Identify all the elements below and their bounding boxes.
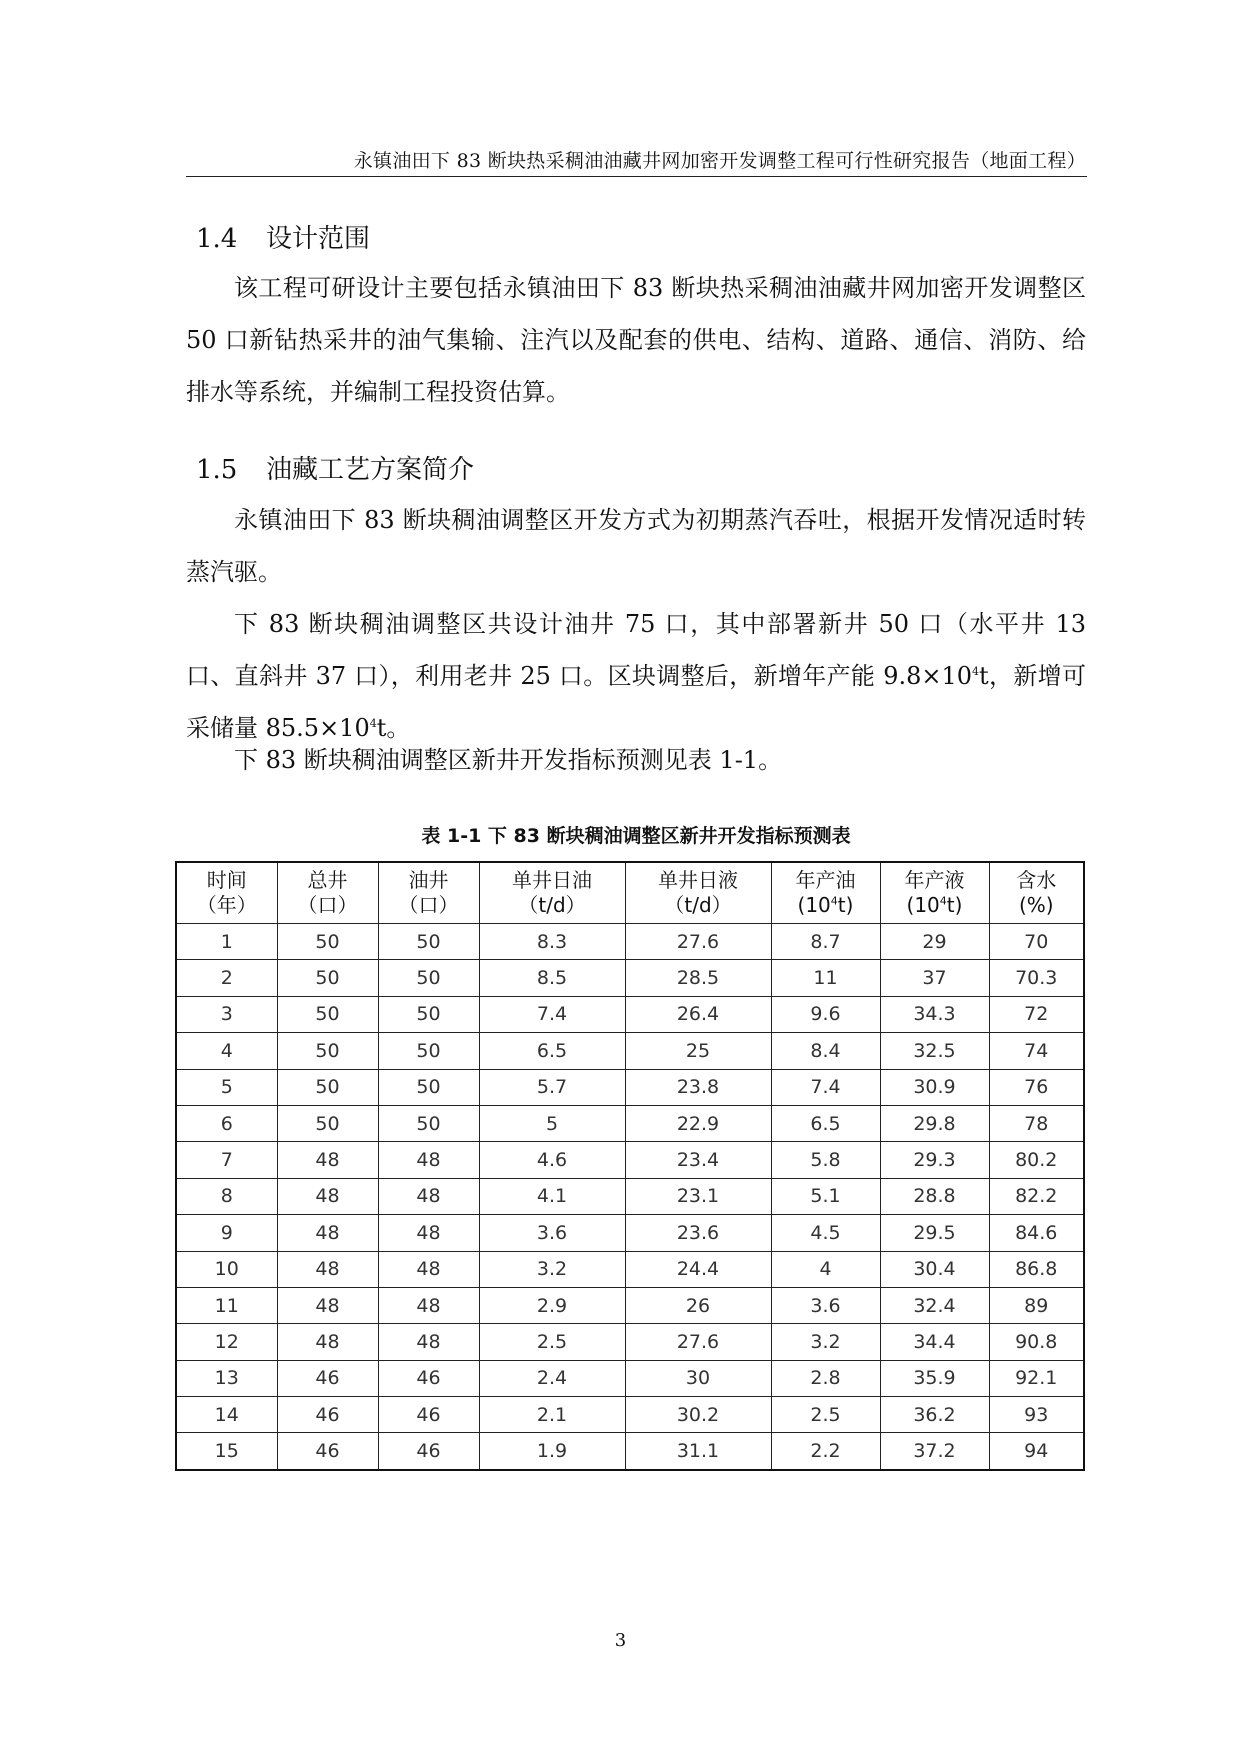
column-header-total-wells — [277, 862, 378, 924]
column-header-daily-oil-per-well — [479, 862, 625, 924]
unit-text: t) — [946, 893, 963, 917]
table-cell: 34.4 — [880, 1324, 989, 1360]
table-cell: 2.5 — [479, 1324, 625, 1360]
table-cell: 74 — [989, 1033, 1084, 1069]
table-row — [176, 1105, 1084, 1141]
table-cell: 7.4 — [479, 996, 625, 1032]
table-cell: 9 — [176, 1215, 277, 1251]
table-cell: 50 — [277, 960, 378, 996]
table-cell: 1.9 — [479, 1433, 625, 1470]
table-cell: 4.6 — [479, 1142, 625, 1178]
table-cell: 15 — [176, 1433, 277, 1470]
table-cell: 2.2 — [771, 1433, 880, 1470]
table-cell: 2.5 — [771, 1397, 880, 1433]
table-row — [176, 1069, 1084, 1105]
running-header: 永镇油田下 83 断块热采稠油油藏井网加密开发调整工程可行性研究报告（地面工程） — [353, 150, 1086, 172]
table-cell: 12 — [176, 1324, 277, 1360]
header-line: 单井日液 — [658, 868, 738, 892]
table-cell: 86.8 — [989, 1251, 1084, 1287]
table-cell: 1 — [176, 924, 277, 960]
text-run: t。 — [376, 714, 411, 742]
header-unit: （口） — [398, 893, 459, 917]
table-cell: 48 — [378, 1178, 479, 1214]
table-cell: 8.4 — [771, 1033, 880, 1069]
table-cell: 8.3 — [479, 924, 625, 960]
table-cell: 32.5 — [880, 1033, 989, 1069]
table-cell: 4 — [176, 1033, 277, 1069]
table-cell: 48 — [378, 1142, 479, 1178]
table-cell: 23.1 — [625, 1178, 771, 1214]
table-reference-paragraph: 下 83 断块稠油调整区新井开发指标预测见表 1-1。 — [234, 746, 783, 774]
table-cell: 80.2 — [989, 1142, 1084, 1178]
table-cell: 30.4 — [880, 1251, 989, 1287]
table-cell: 89 — [989, 1287, 1084, 1323]
table-cell: 48 — [277, 1251, 378, 1287]
table-cell: 76 — [989, 1069, 1084, 1105]
header-line: 油井 — [408, 868, 449, 892]
table-cell: 13 — [176, 1360, 277, 1396]
table-cell: 34.3 — [880, 996, 989, 1032]
header-line: 年产油 — [795, 868, 856, 892]
page-number: 3 — [614, 1630, 627, 1651]
table-cell: 4 — [771, 1251, 880, 1287]
table-cell: 50 — [277, 924, 378, 960]
superscript: 4 — [369, 717, 377, 730]
table-row — [176, 1142, 1084, 1178]
section-heading-1-5 — [196, 449, 474, 486]
table-cell: 8.5 — [479, 960, 625, 996]
table-cell: 37.2 — [880, 1433, 989, 1470]
header-line: 含水 — [1016, 868, 1057, 892]
section-heading-1-4 — [196, 218, 370, 255]
table-caption: 表 1-1 下 83 断块稠油调整区新井开发指标预测表 — [421, 825, 851, 847]
table-cell: 28.5 — [625, 960, 771, 996]
unit-text: t) — [837, 893, 854, 917]
table-row — [176, 1033, 1084, 1069]
table-cell: 3.6 — [479, 1215, 625, 1251]
table-cell: 2 — [176, 960, 277, 996]
table-cell: 46 — [378, 1433, 479, 1470]
table-cell: 2.9 — [479, 1287, 625, 1323]
table-cell: 10 — [176, 1251, 277, 1287]
text-run: t，新增可采储量 85.5×10 — [186, 662, 1086, 742]
table-cell: 48 — [277, 1287, 378, 1323]
table-cell: 32.4 — [880, 1287, 989, 1323]
table-cell: 14 — [176, 1397, 277, 1433]
table-row — [176, 996, 1084, 1032]
table-cell: 3.6 — [771, 1287, 880, 1323]
table-cell: 24.4 — [625, 1251, 771, 1287]
table-cell: 50 — [277, 996, 378, 1032]
table-cell: 2.4 — [479, 1360, 625, 1396]
section-title: 油藏工艺方案简介 — [266, 455, 475, 485]
table-cell: 70.3 — [989, 960, 1084, 996]
table-row — [176, 960, 1084, 996]
table-cell: 50 — [378, 1105, 479, 1141]
well-plan-paragraph — [186, 598, 1086, 754]
table-cell: 2.1 — [479, 1397, 625, 1433]
table-cell: 9.6 — [771, 996, 880, 1032]
table-cell: 7.4 — [771, 1069, 880, 1105]
table-cell: 48 — [277, 1178, 378, 1214]
table-cell: 29 — [880, 924, 989, 960]
header-unit: （口） — [297, 893, 358, 917]
header-line: 时间 — [206, 868, 247, 892]
table-cell: 4.1 — [479, 1178, 625, 1214]
column-header-year — [176, 862, 277, 924]
table-cell: 92.1 — [989, 1360, 1084, 1396]
table-cell: 30.9 — [880, 1069, 989, 1105]
table-cell: 11 — [771, 960, 880, 996]
table-cell: 5.8 — [771, 1142, 880, 1178]
table-cell: 5 — [176, 1069, 277, 1105]
unit-text: (10 — [906, 893, 940, 917]
development-method-paragraph: 永镇油田下 83 断块稠油调整区开发方式为初期蒸汽吞吐，根据开发情况适时转蒸汽驱。 — [186, 506, 1086, 586]
table-cell: 31.1 — [625, 1433, 771, 1470]
table-cell: 48 — [378, 1251, 479, 1287]
table-cell: 3 — [176, 996, 277, 1032]
table-cell: 37 — [880, 960, 989, 996]
table-cell: 30 — [625, 1360, 771, 1396]
table-cell: 46 — [378, 1360, 479, 1396]
table-cell: 82.2 — [989, 1178, 1084, 1214]
header-divider — [186, 176, 1087, 177]
table-row — [176, 1397, 1084, 1433]
table-row — [176, 1433, 1084, 1470]
table-cell: 26.4 — [625, 996, 771, 1032]
header-unit — [881, 893, 989, 918]
forecast-table — [175, 861, 1085, 1471]
header-line: 总井 — [307, 868, 348, 892]
superscript: 4 — [939, 894, 947, 908]
table-cell: 27.6 — [625, 1324, 771, 1360]
table-cell: 27.6 — [625, 924, 771, 960]
table-cell: 90.8 — [989, 1324, 1084, 1360]
table-cell: 23.8 — [625, 1069, 771, 1105]
table-cell: 3.2 — [479, 1251, 625, 1287]
table-cell: 72 — [989, 996, 1084, 1032]
header-unit: （年） — [196, 893, 257, 917]
table-cell: 4.5 — [771, 1215, 880, 1251]
table-cell: 28.8 — [880, 1178, 989, 1214]
column-header-daily-liquid-per-well — [625, 862, 771, 924]
table-cell: 50 — [277, 1069, 378, 1105]
table-cell: 30.2 — [625, 1397, 771, 1433]
table-row — [176, 1251, 1084, 1287]
table-header-row — [176, 862, 1084, 924]
unit-text: (10 — [797, 893, 831, 917]
table-cell: 25 — [625, 1033, 771, 1069]
section-number: 1.4 — [196, 224, 238, 254]
table-cell: 46 — [277, 1433, 378, 1470]
table-cell: 46 — [378, 1397, 479, 1433]
table-cell: 48 — [378, 1287, 479, 1323]
table-cell: 36.2 — [880, 1397, 989, 1433]
table-cell: 50 — [378, 996, 479, 1032]
table-cell: 23.4 — [625, 1142, 771, 1178]
table-cell: 50 — [378, 960, 479, 996]
table-cell: 6.5 — [771, 1105, 880, 1141]
table-cell: 48 — [277, 1142, 378, 1178]
table-cell: 6.5 — [479, 1033, 625, 1069]
table-cell: 50 — [378, 1069, 479, 1105]
header-unit: （t/d） — [518, 893, 586, 917]
table-cell: 5.1 — [771, 1178, 880, 1214]
section-number: 1.5 — [196, 455, 238, 485]
table-cell: 29.8 — [880, 1105, 989, 1141]
table-cell: 93 — [989, 1397, 1084, 1433]
header-line: 单井日油 — [512, 868, 592, 892]
table-cell: 84.6 — [989, 1215, 1084, 1251]
table-cell: 8 — [176, 1178, 277, 1214]
table-row — [176, 1287, 1084, 1323]
table-row — [176, 1360, 1084, 1396]
table-cell: 48 — [378, 1324, 479, 1360]
table-cell: 26 — [625, 1287, 771, 1323]
table-cell: 50 — [378, 1033, 479, 1069]
table-cell: 3.2 — [771, 1324, 880, 1360]
superscript: 4 — [830, 894, 838, 908]
table-row — [176, 1324, 1084, 1360]
header-line: 年产液 — [904, 868, 965, 892]
table-cell: 46 — [277, 1360, 378, 1396]
column-header-oil-wells — [378, 862, 479, 924]
table-cell: 5.7 — [479, 1069, 625, 1105]
text-run: 下 83 断块稠油调整区共设计油井 75 口，其中部署新井 50 口（水平井 13 口、直斜井 37 口），利用老井 25 口。区块调整后，新增年产能 9.8×10 — [186, 610, 1086, 690]
table-cell: 8.7 — [771, 924, 880, 960]
header-unit — [772, 893, 880, 918]
table-cell: 48 — [378, 1215, 479, 1251]
column-header-annual-oil — [771, 862, 880, 924]
table-cell: 78 — [989, 1105, 1084, 1141]
table-cell: 50 — [277, 1105, 378, 1141]
table-cell: 7 — [176, 1142, 277, 1178]
table-cell: 6 — [176, 1105, 277, 1141]
header-unit: （t/d） — [664, 893, 732, 917]
table-cell: 70 — [989, 924, 1084, 960]
table-cell: 29.3 — [880, 1142, 989, 1178]
table-cell: 50 — [277, 1033, 378, 1069]
header-unit: (%) — [1018, 893, 1054, 917]
table-cell: 23.6 — [625, 1215, 771, 1251]
table-cell: 48 — [277, 1215, 378, 1251]
table-cell: 50 — [378, 924, 479, 960]
superscript: 4 — [972, 665, 980, 678]
table-row — [176, 1178, 1084, 1214]
table-cell: 46 — [277, 1397, 378, 1433]
column-header-water-cut — [989, 862, 1084, 924]
table-cell: 35.9 — [880, 1360, 989, 1396]
table-row — [176, 924, 1084, 960]
design-scope-paragraph: 该工程可研设计主要包括永镇油田下 83 断块热采稠油油藏井网加密开发调整区 50 口新钻热采井的油气集输、注汽以及配套的供电、结构、道路、通信、消防、给排水等系统，并编制工程投资估算。 — [186, 274, 1086, 406]
table-cell: 2.8 — [771, 1360, 880, 1396]
table-row — [176, 1215, 1084, 1251]
table-cell: 11 — [176, 1287, 277, 1323]
section-title: 设计范围 — [266, 224, 371, 254]
table-cell: 48 — [277, 1324, 378, 1360]
table-cell: 22.9 — [625, 1105, 771, 1141]
table-cell: 94 — [989, 1433, 1084, 1470]
column-header-annual-liquid — [880, 862, 989, 924]
table-cell: 29.5 — [880, 1215, 989, 1251]
table-cell: 5 — [479, 1105, 625, 1141]
